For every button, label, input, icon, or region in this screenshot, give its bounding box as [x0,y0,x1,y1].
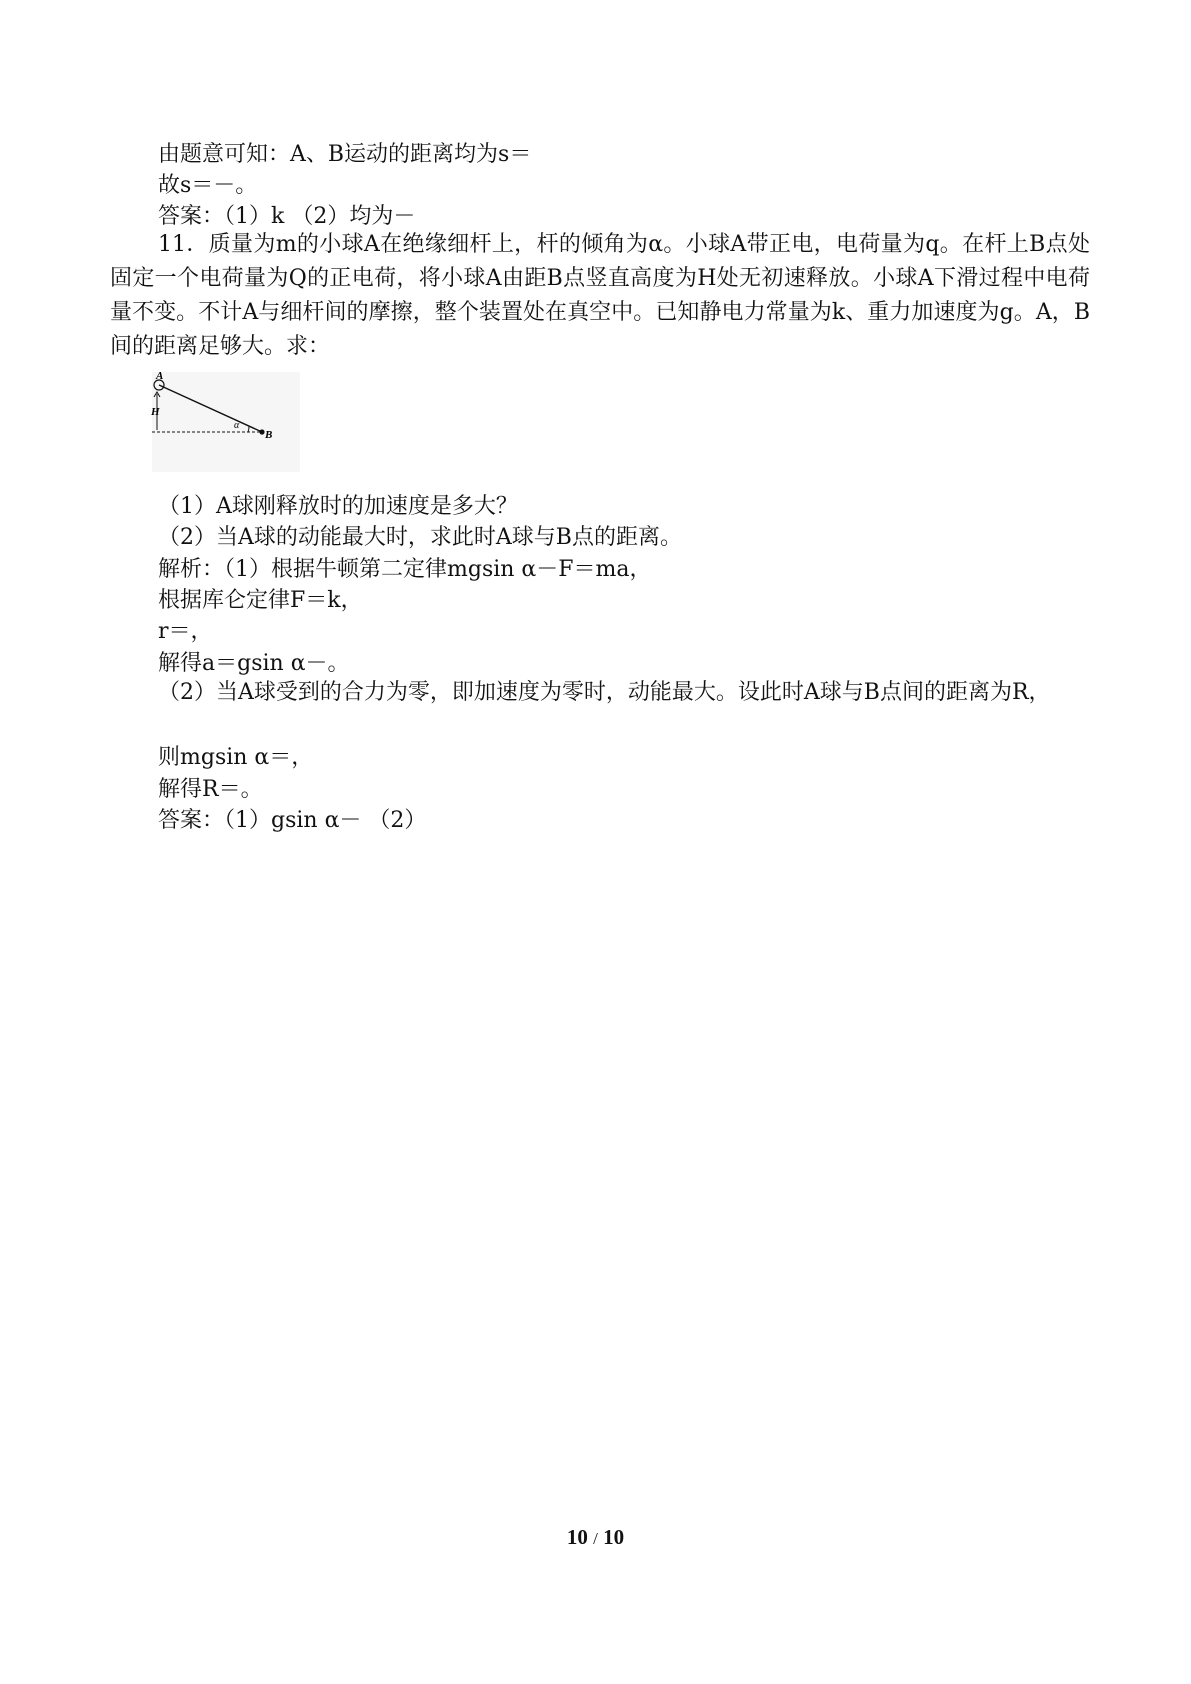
label-alpha: α [234,420,240,431]
text-line: 由题意可知：A、B运动的距离均为s＝ [158,142,532,167]
solution-line: 解得R＝。 [158,777,263,802]
page-separator: / [593,1529,598,1548]
answer-line: 答案：（1）gsin α－ （2） [158,808,427,833]
solution-line: 解得a＝gsin α－。 [158,651,350,676]
diagram-background [152,372,300,472]
point-b [259,429,264,434]
current-page: 10 [566,1525,588,1549]
incline-diagram [152,372,300,472]
text-line: 故s＝－。 [158,173,258,198]
solution-line: 解析：（1）根据牛顿第二定律mgsin α－F＝ma， [158,557,652,582]
question-11-text: 11．质量为m的小球A在绝缘细杆上，杆的倾角为α。小球A带正电，电荷量为q。在杆上B点处固定一个电荷量为Q的正电荷，将小球A由距B点竖直高度为H处无初速释放。小球A下滑过程中电荷量不变。不计A与细杆间的摩擦，整个装置处在真空中。已知静电力常量为k、重力加速度为g。A，B间的距离足够大。求： [110,232,1090,359]
label-b: B [265,429,273,441]
solution-line: r＝， [158,619,213,644]
page-number [0,1525,1191,1550]
label-a: A [156,370,164,382]
answer-line: 答案：（1）k （2）均为－ [158,204,416,229]
solution-paragraph: （2）当A球受到的合力为零，即加速度为零时，动能最大。设此时A球与B点间的距离为R， [158,680,1051,705]
label-h: H [151,406,160,418]
solution-line: 则mgsin α＝， [158,745,314,770]
total-pages: 10 [603,1525,625,1549]
sub-question-1: （1）A球刚释放时的加速度是多大？ [158,494,518,519]
sub-question-2: （2）当A球的动能最大时，求此时A球与B点的距离。 [158,525,682,550]
solution-line: 根据库仑定律F＝k， [158,588,363,613]
